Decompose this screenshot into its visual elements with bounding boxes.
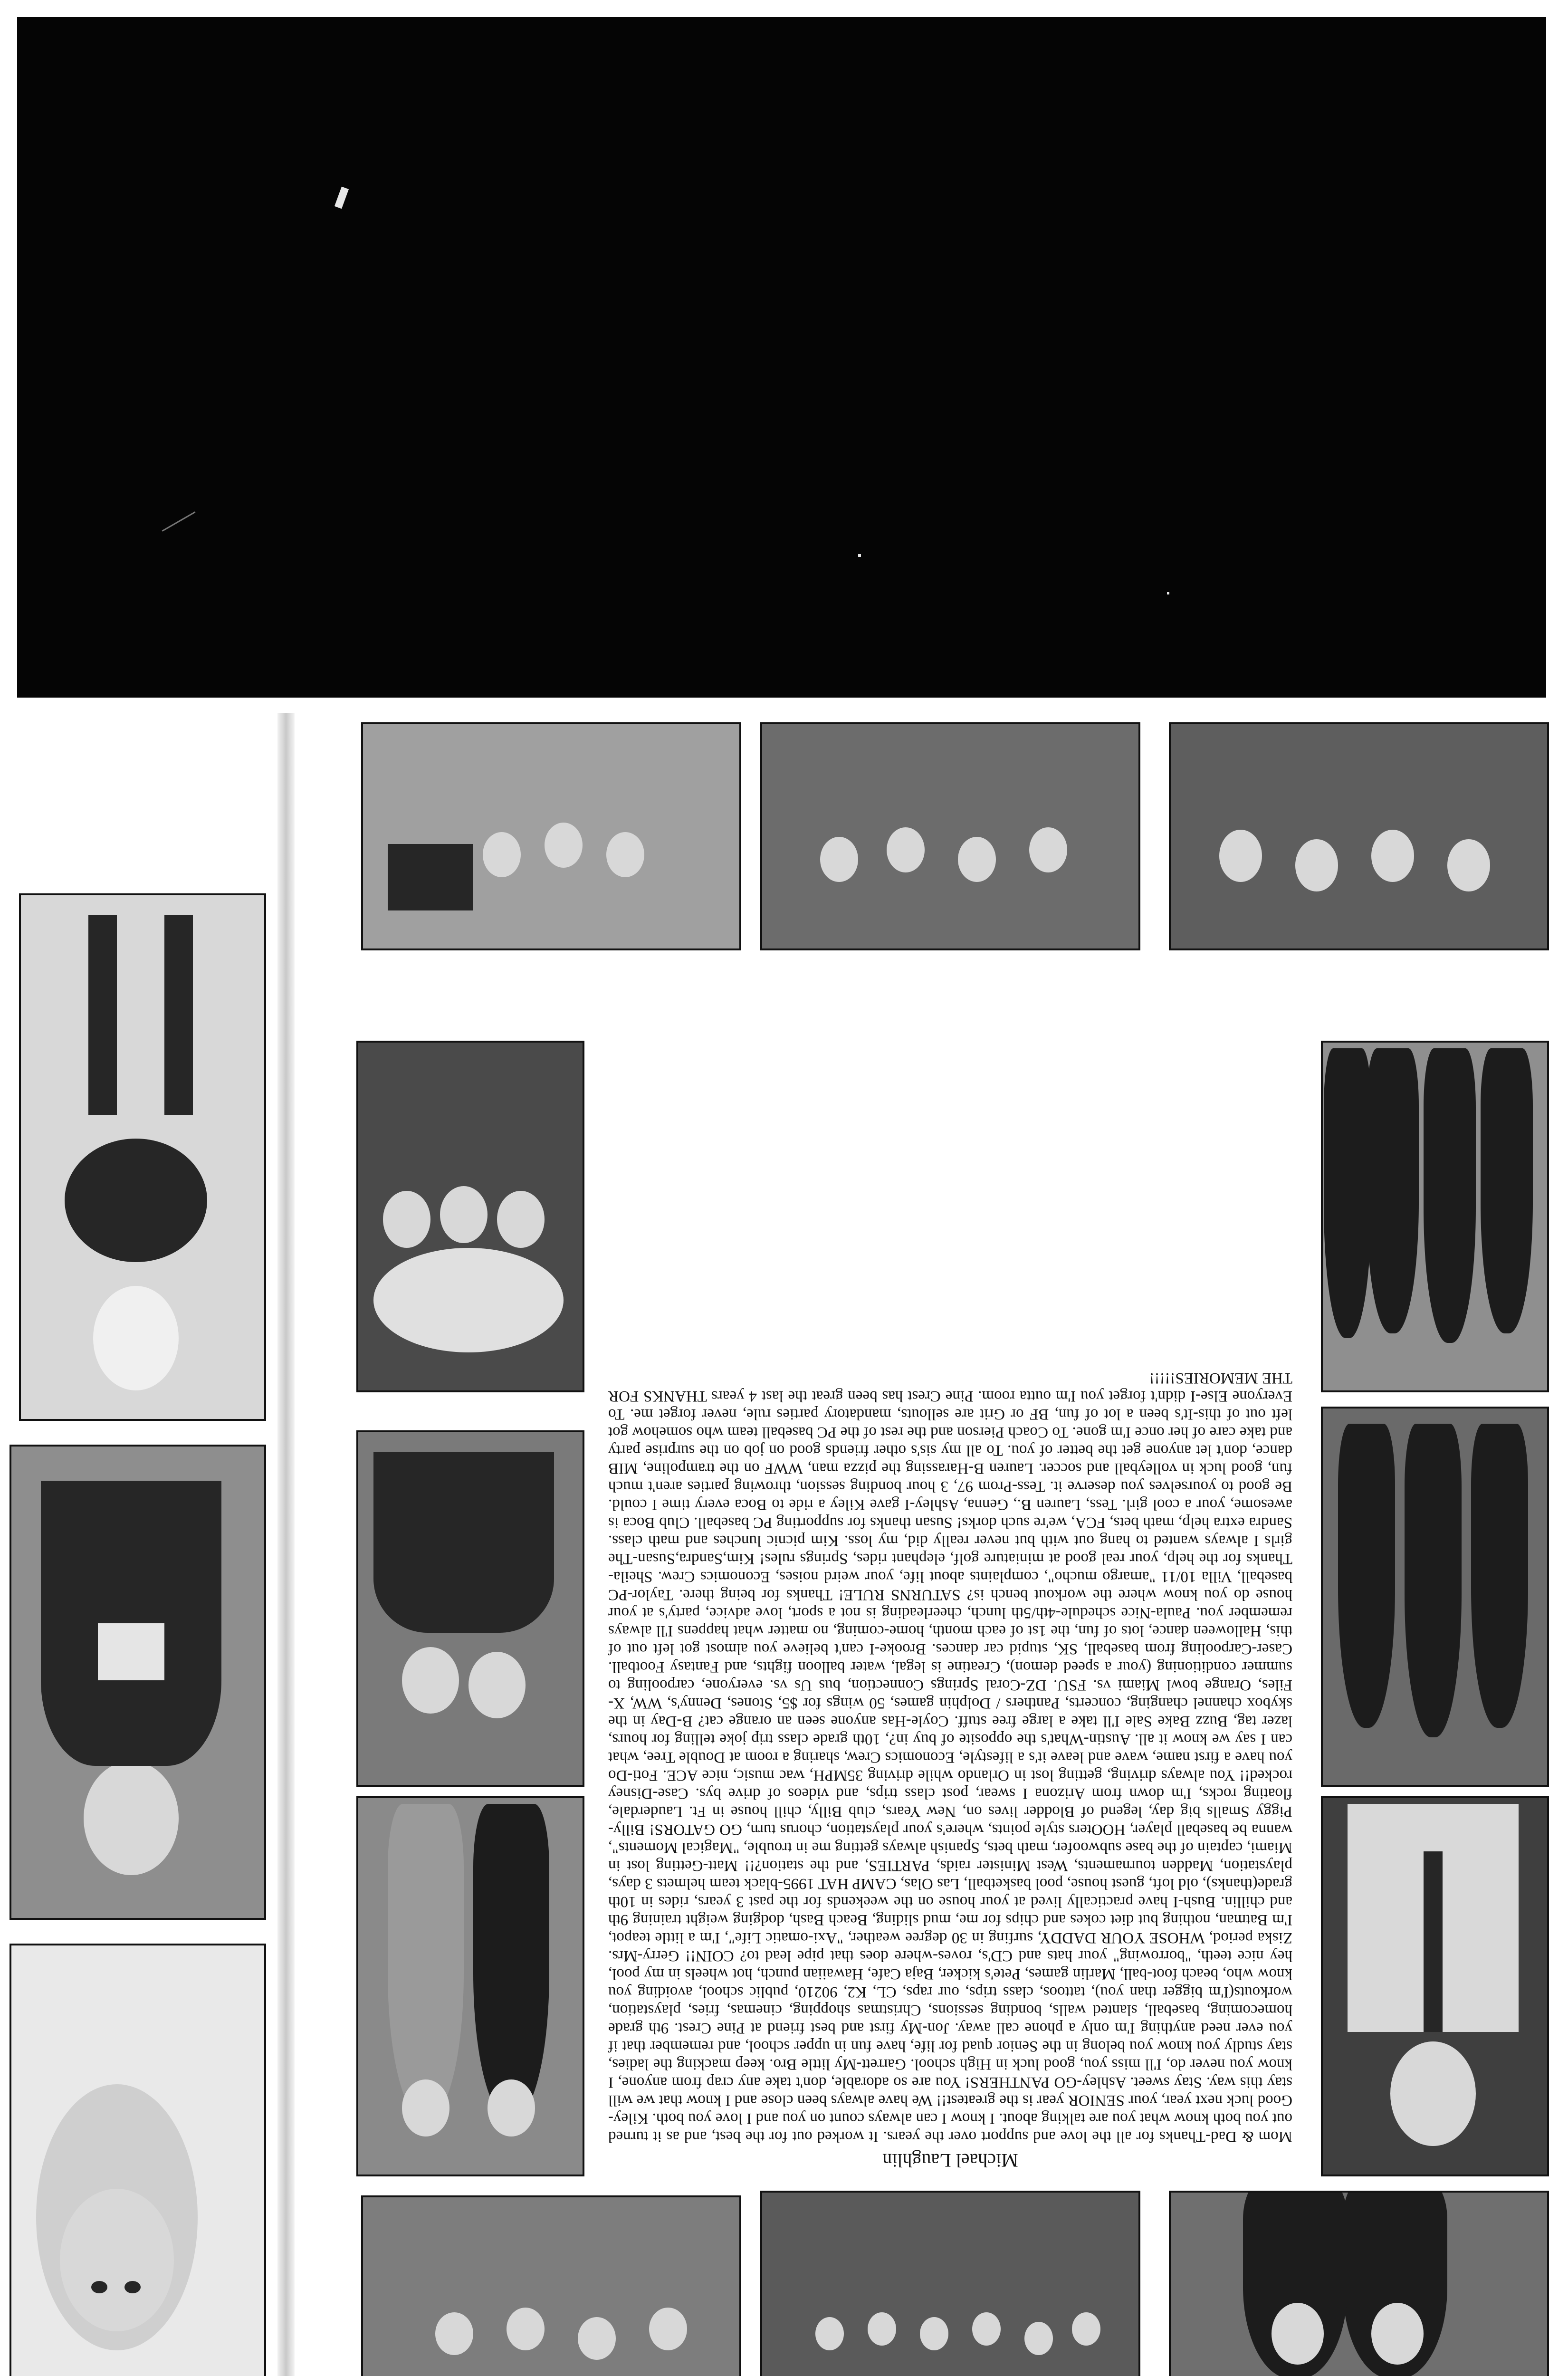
photo-tie-portrait xyxy=(1321,1796,1549,2176)
dust-speck xyxy=(162,511,196,532)
dust-speck xyxy=(1167,592,1169,594)
photo-child-costume xyxy=(19,893,266,1421)
dust-speck xyxy=(335,187,349,209)
dust-speck xyxy=(858,554,861,557)
photo-party-group xyxy=(760,722,1140,950)
photo-child-basketball-jersey xyxy=(10,1445,266,1920)
photo-child-portrait xyxy=(10,1944,266,2376)
photo-living-room xyxy=(361,722,741,950)
photo-jersey-friends xyxy=(356,1430,584,1787)
photo-group-formal xyxy=(760,2191,1140,2376)
scanner-lid-area xyxy=(17,17,1546,698)
yearbook-page xyxy=(0,713,1568,2376)
photo-group-outdoor xyxy=(361,2195,741,2376)
photo-couple-dance xyxy=(356,1796,584,2176)
senior-tribute: Mom & Dad-Thanks for all the love and support over the years. It worked out for the best, and as it turned out you both know what you are talking about. I know I can always count on you and I love you both. Kiley-Good luck next year, your SENIOR year is the greatest!! We have always been close and I know that we will stay this way. Stay sweet. Ashley-GO PANTHERS! You are so adorable, don't take any crap from anyone, I know you never do, I'll miss you, good luck in High school. Garrett-My little Bro. keep macking the ladies, stay studly you know you belong in the Senior quad for life, have fun in upper school, and remember that if you ever need anything I'm only a phone call away. Jon-My first and best friend at Pine Crest. 9th grade homecoming, baseball, slanted walls, bonding sessions, Christmas shopping, cinemas, fries, playstation, workouts(I'm bigger than you), tattoos, class trips, our raps, CL, K2, 90210, public school, avoiding you know who, beach foot-ball, Marlin games, Pete's kicker, Baja Cafe, Hawaiian punch, hot wheels in my pool, hey nice teeth, "borrowing" your hats and CD's, roves-where does that pipe lead to? COIN!! Gerry-Mrs. Ziska period, WHOSE YOUR DADDY, surfing in 30 degree weather, "Axi-omatic Life", I'm a little teapot, I'm Batman, nothing but diet cokes and chips for me, mud sliding, Beach Bash, dodging weight training 9th and chillin. Bush-I have practically lived at your house on the weekends for the past 3 years, rides in 10th grade(thanks), old loft, guest house, pool basketball, Las Olas, CAMP HAT 1995-black team helmets 3 days, playstation, Madden tournaments, West Minister raids, PARTIES, and the station?!! Matt-Getting lost in Miami, captain of the base subwoofer, math bets, Spanish always getting me in trouble, "Magical Moments", wanna be baseball player, HOOters style points, where's your playstation, chorus turn, GO GATORS! Billy-Piggy Smalls big day, legend of Blodder lives on, New Years, club Billy, chill house in Ft. Lauderdale, floating rocks, I'm down from Arizona I swear, post class trips, and videos of drive bys. Case-Disney rocked!! You always driving, getting lost in Orlando while driving 35MPH, wac music, nice ACE. Foti-Do you have a first name, wave and leave it's a lifestyle, Economics Crew, sharing a room at Double Tree, what can I say we know it all. Austin-What's the opposite of buy in?, 10th grade class trip joke telling for hours, lazer tag, Buzz Bake Sale I'll take a large free stuff. Coyle-Has anyone seen an orange cat? B-Day in the skybox channel changing, concerts, Panthers / Dolphin games, 50 wings for $5, Stones, Denny's, WW, X-Files, Orange bowl Miami vs. FSU. DZ-Coral Springs Connection, bus Us vs. everyone, carpooling to summer conditioning (your a speed demon), Creatine is legal, water balloon fights, and Fantasy Football. Caser-Carpooling from baseball, SK, stupid car dances. Brooke-I can't believe you almost got left out of this, Halloween dance, lots of fun, the 1st of each month, home-coming, no matter what happens I'll always remember you. Paula-Nice schedule-4th/5th lunch, cheerleading is not a sport, love advice, party's at your house do you know where the workout bench is? SATURNS RULE! Thanks for being there. Taylor-PC baseball, Villa 10/11 "amargo mucho", complaints about life, your weird noises, Economics Crew. Sheila-Thanks for the help, your real good at miniature golf, elephant rides, Springs rules! Kim,Sandra,Susan-The girls I always wanted to hang out with but never really did, my loss. Kim picnic lunches and math class. Sandra extra help, math bets, FCA, we're such dorks! Susan thanks for supporting PC baseball. Club Boca is awesome, your a cool girl. Tess, Lauren B., Genna, Ashley-I gave Kiley a ride to Boca every time I could. Be good to yourselves you deserve it. Tess-Prom 97, 3 hour bonding session, throwing parties aren't much fun, good luck in volleyball and soccer. Lauren B-Harassing the pizza man, WWF on the trampoline, MIB dance, don't let anyone get the better of you. To all my sis's other friends good on job on the surprise party and take care of her once I'm gone. To Coach Pierson and the rest of the PC baseball team who somehow got left out of this-It's been a lot of fun, BF or Grit are sellouts, mandatory parties rule, never forget me. To Everyone Else-I didn't forget you I'm outta room. Pine Crest has been great the last 4 years THANKS FOR THE MEMORIES!!!!! xyxy=(608,1370,1292,2145)
photo-formal-group xyxy=(1321,1407,1549,1787)
photo-tuxedo-group xyxy=(1321,1041,1549,1392)
senior-name: Michael Laughlin xyxy=(882,2150,1018,2171)
page-spine xyxy=(277,713,295,2376)
photo-cheerleaders xyxy=(356,1041,584,1392)
tribute-text-block xyxy=(599,1198,1302,2176)
photo-couple xyxy=(1169,2191,1549,2376)
photo-group-casual xyxy=(1169,722,1549,950)
